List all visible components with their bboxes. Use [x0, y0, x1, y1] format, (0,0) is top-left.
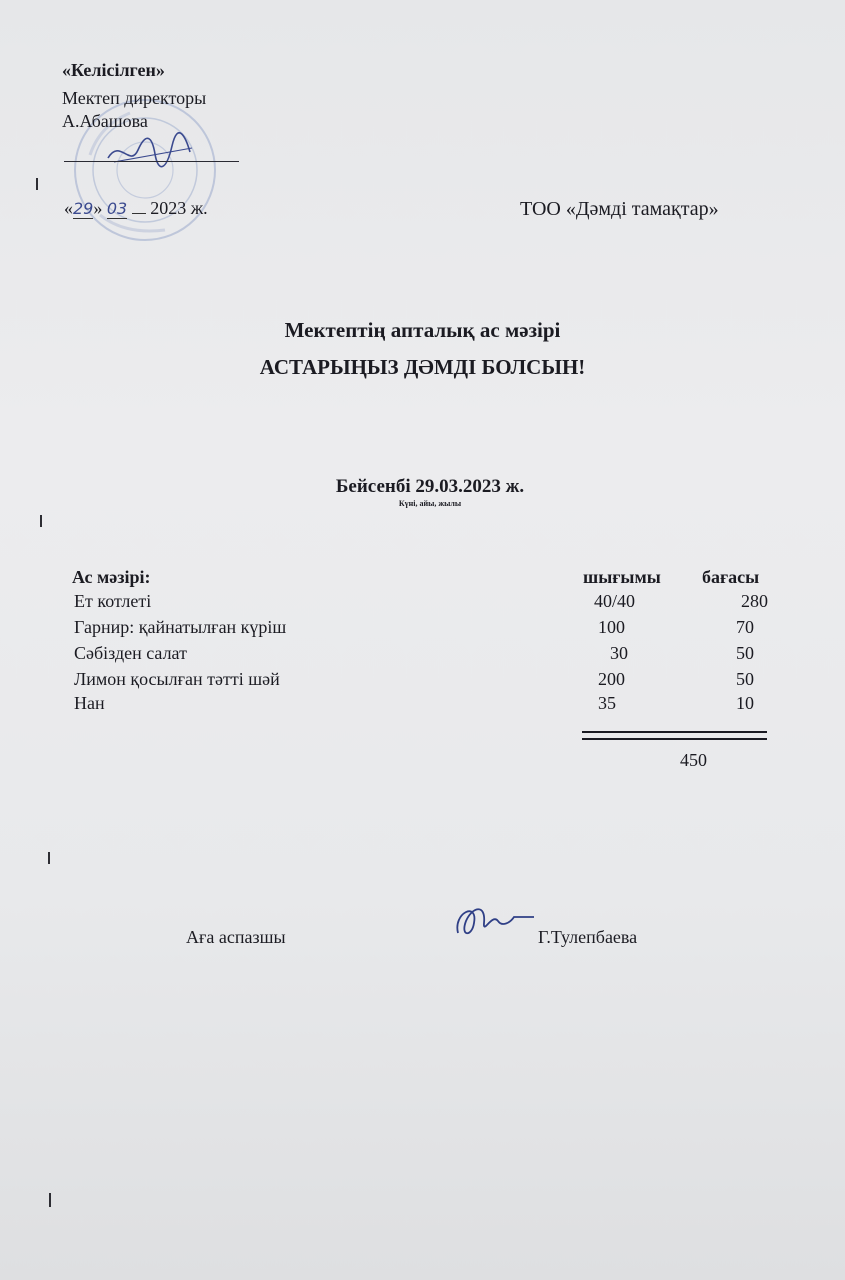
menu-item-name: Нан [74, 693, 105, 713]
director-signature [100, 128, 200, 178]
margin-mark [48, 852, 50, 864]
menu-item-price: 50 [736, 669, 754, 689]
margin-mark [36, 178, 38, 190]
table-row [0, 643, 845, 667]
menu-slogan: АСТАРЫҢЫЗ ДӘМДІ БОЛСЫН! [259, 355, 586, 379]
menu-item-name: Гарнир: қайнатылған күріш [74, 617, 287, 637]
date-blank [132, 213, 146, 214]
date-day: 29 [73, 199, 94, 218]
margin-mark [49, 1193, 51, 1207]
approval-date [64, 198, 208, 219]
menu-item-name: Сәбізден салат [74, 643, 187, 663]
table-header-output: шығымы [583, 567, 661, 587]
table-row [0, 693, 845, 717]
date-year: 2023 ж. [150, 198, 208, 218]
approval-name: А.Абашова [62, 111, 148, 131]
table-row [0, 669, 845, 693]
menu-item-price: 50 [736, 643, 754, 663]
menu-day-caption: Күні, айы, жылы [398, 499, 462, 508]
chef-name: Г.Тулепбаева [538, 927, 638, 947]
menu-item-output: 35 [598, 693, 616, 713]
menu-item-name: Ет котлеті [74, 591, 152, 611]
menu-day: Бейсенбі 29.03.2023 ж. [335, 476, 525, 497]
chef-signature [448, 893, 538, 948]
total-double-rule [582, 731, 767, 740]
table-header-price: бағасы [702, 567, 760, 587]
date-separator: » [93, 198, 103, 218]
approval-title: «Келісілген» [62, 60, 165, 80]
date-open-quote: « [64, 198, 73, 218]
approval-role: Мектеп директоры [62, 88, 207, 108]
menu-item-output: 100 [598, 617, 625, 637]
menu-item-price: 10 [736, 693, 754, 713]
menu-item-output: 30 [610, 643, 628, 663]
chef-role: Аға аспазшы [186, 927, 286, 947]
menu-item-name: Лимон қосылған тәтті шәй [74, 669, 280, 689]
signature-line [64, 161, 239, 162]
margin-mark [40, 515, 42, 527]
menu-item-output: 40/40 [594, 591, 636, 611]
table-row [0, 617, 845, 641]
table-header-name: Ас мәзірі: [72, 567, 151, 587]
company-name: ТОО «Дәмді тамақтар» [520, 198, 719, 220]
menu-item-price: 70 [736, 617, 754, 637]
menu-item-output: 200 [598, 669, 625, 689]
menu-title: Мектептің апталық ас мәзірі [284, 318, 561, 342]
menu-item-price: 280 [741, 591, 768, 611]
total-price: 450 [680, 750, 707, 770]
table-row [0, 591, 845, 615]
date-month: 03 [106, 199, 128, 218]
